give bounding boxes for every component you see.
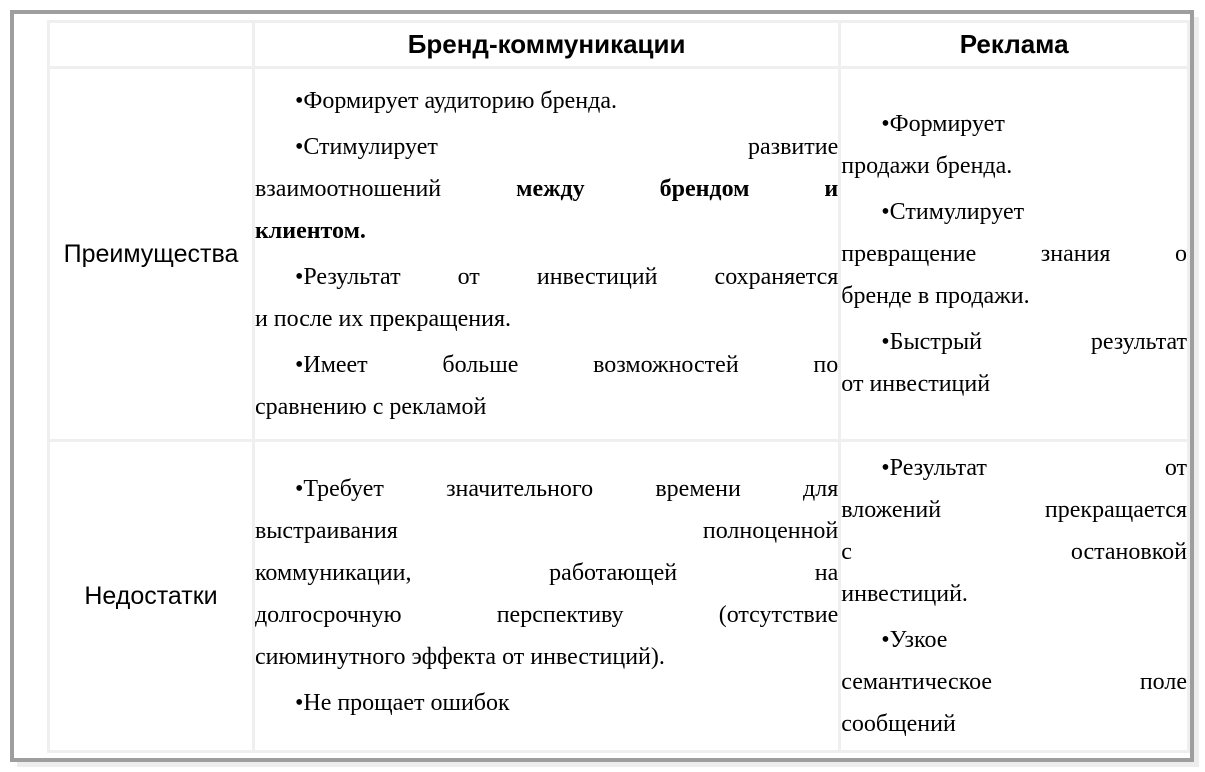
text-line [255,298,838,340]
text-line [255,594,838,636]
text-run: взаимоотношений [254,176,517,202]
disadvantages-brand-cell [253,441,839,752]
text-line [841,363,1187,405]
text-run: выстраивания полноценной [254,518,839,544]
bullet-paragraph [841,191,1187,317]
text-line [255,168,838,210]
advantages-ads-cell [840,68,1189,441]
text-line [255,80,838,122]
header-row [49,22,1189,68]
header-advertising: Реклама [840,22,1189,68]
text-line [841,619,1187,661]
text-line [841,703,1187,745]
text-run: долгосрочную перспективу (отсутствие [254,602,839,628]
text-run: продажи бренда. [841,153,1013,179]
bullet-paragraph [841,103,1187,187]
bullet-paragraph [255,468,838,678]
text-run: •Требует значительного времени для [294,476,839,502]
text-run: •Результат от инвестиций сохраняется [294,264,839,290]
text-run: сообщений [841,711,956,737]
text-line [841,661,1187,703]
text-run: коммуникации, работающей на [254,560,839,586]
text-run: инвестиций. [841,581,968,607]
text-run: •Формирует [881,111,1005,137]
text-line [841,275,1187,317]
bullet-paragraph [255,126,838,252]
text-line [255,552,838,594]
text-line [255,682,838,724]
text-line [841,103,1187,145]
bullet-paragraph [255,256,838,340]
text-run: •Результат от [881,455,1187,481]
text-run: с остановкой [841,539,1187,565]
text-run: и после их прекращения. [254,306,512,332]
text-line [841,191,1187,233]
text-line [841,447,1187,489]
bold-text-run: между брендом и [516,176,839,202]
text-run: превращение знания о [841,241,1187,267]
disadvantages-row [49,441,1189,752]
text-run: бренде в продажи. [841,283,1030,309]
bullet-paragraph [255,682,838,724]
bullet-paragraph [841,447,1187,615]
text-line [841,145,1187,187]
text-line [255,126,838,168]
advantages-row [49,68,1189,441]
header-brand-communications: Бренд-коммуникации [253,22,839,68]
text-run: •Не прощает ошибок [294,690,510,716]
text-run: вложений прекращается [841,497,1187,523]
text-line [255,256,838,298]
advantages-brand-cell [253,68,839,441]
comparison-table [47,20,1190,753]
bold-text-run: клиентом. [254,218,366,244]
text-line [255,636,838,678]
disadvantages-ads-cell [840,441,1189,752]
text-run: сиюминутного эффекта от инвестиций). [254,644,665,670]
text-line [255,344,838,386]
text-line [255,386,838,428]
text-run: •Быстрый результат [881,329,1187,355]
text-run: •Формирует аудиторию бренда. [294,88,617,114]
row-label-advantages: Преимущества [49,68,254,441]
header-empty-cell [49,22,254,68]
bullet-paragraph [255,344,838,428]
text-line [255,210,838,252]
text-run: •Узкое [881,627,948,653]
text-line [841,489,1187,531]
row-label-disadvantages: Недостатки [49,441,254,752]
text-run: •Имеет больше возможностей по [294,352,839,378]
bullet-paragraph [841,321,1187,405]
text-line [255,468,838,510]
text-line [841,321,1187,363]
text-run: •Стимулирует развитие [294,134,839,160]
text-line [255,510,838,552]
text-line [841,573,1187,615]
bullet-paragraph [841,619,1187,745]
document-frame [10,10,1194,762]
text-run: •Стимулирует [881,199,1025,225]
bullet-paragraph [255,80,838,122]
text-run: от инвестиций [841,371,991,397]
text-line [841,531,1187,573]
text-line [841,233,1187,275]
text-run: сравнению с рекламой [254,394,487,420]
text-run: семантическое поле [841,669,1187,695]
